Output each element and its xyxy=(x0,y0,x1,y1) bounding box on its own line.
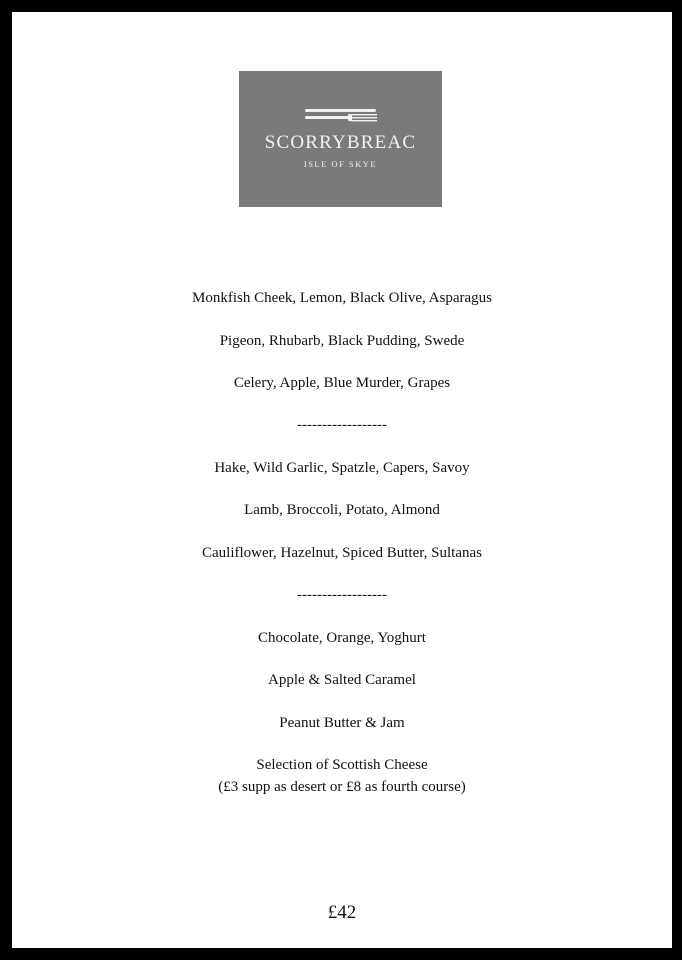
menu-item: Lamb, Broccoli, Potato, Almond xyxy=(244,502,440,518)
course-divider: ------------------ xyxy=(297,587,387,603)
menu-page xyxy=(12,12,672,948)
logo-name: SCORRYBREAC xyxy=(264,132,417,153)
menu-price: £42 xyxy=(327,902,357,923)
menu-item: Celery, Apple, Blue Murder, Grapes xyxy=(233,375,451,391)
logo-subtitle: ISLE OF SKYE xyxy=(303,159,378,169)
menu-item: Hake, Wild Garlic, Spatzle, Capers, Savoy xyxy=(214,460,470,476)
menu-item: Selection of Scottish Cheese xyxy=(256,757,428,773)
menu-item: Cauliflower, Hazelnut, Spiced Butter, Sultanas xyxy=(202,545,482,561)
menu-item: Pigeon, Rhubarb, Black Pudding, Swede xyxy=(219,333,465,349)
menu-item: Peanut Butter & Jam xyxy=(279,715,405,731)
menu-item: Chocolate, Orange, Yoghurt xyxy=(258,630,426,646)
menu-item: Apple & Salted Caramel xyxy=(268,672,416,688)
restaurant-logo xyxy=(239,71,442,207)
course-divider: ------------------ xyxy=(297,417,387,433)
menu-item: Monkfish Cheek, Lemon, Black Olive, Asparagus xyxy=(192,290,492,306)
cheese-supplement-note: (£3 supp as desert or £8 as fourth course) xyxy=(218,779,466,795)
